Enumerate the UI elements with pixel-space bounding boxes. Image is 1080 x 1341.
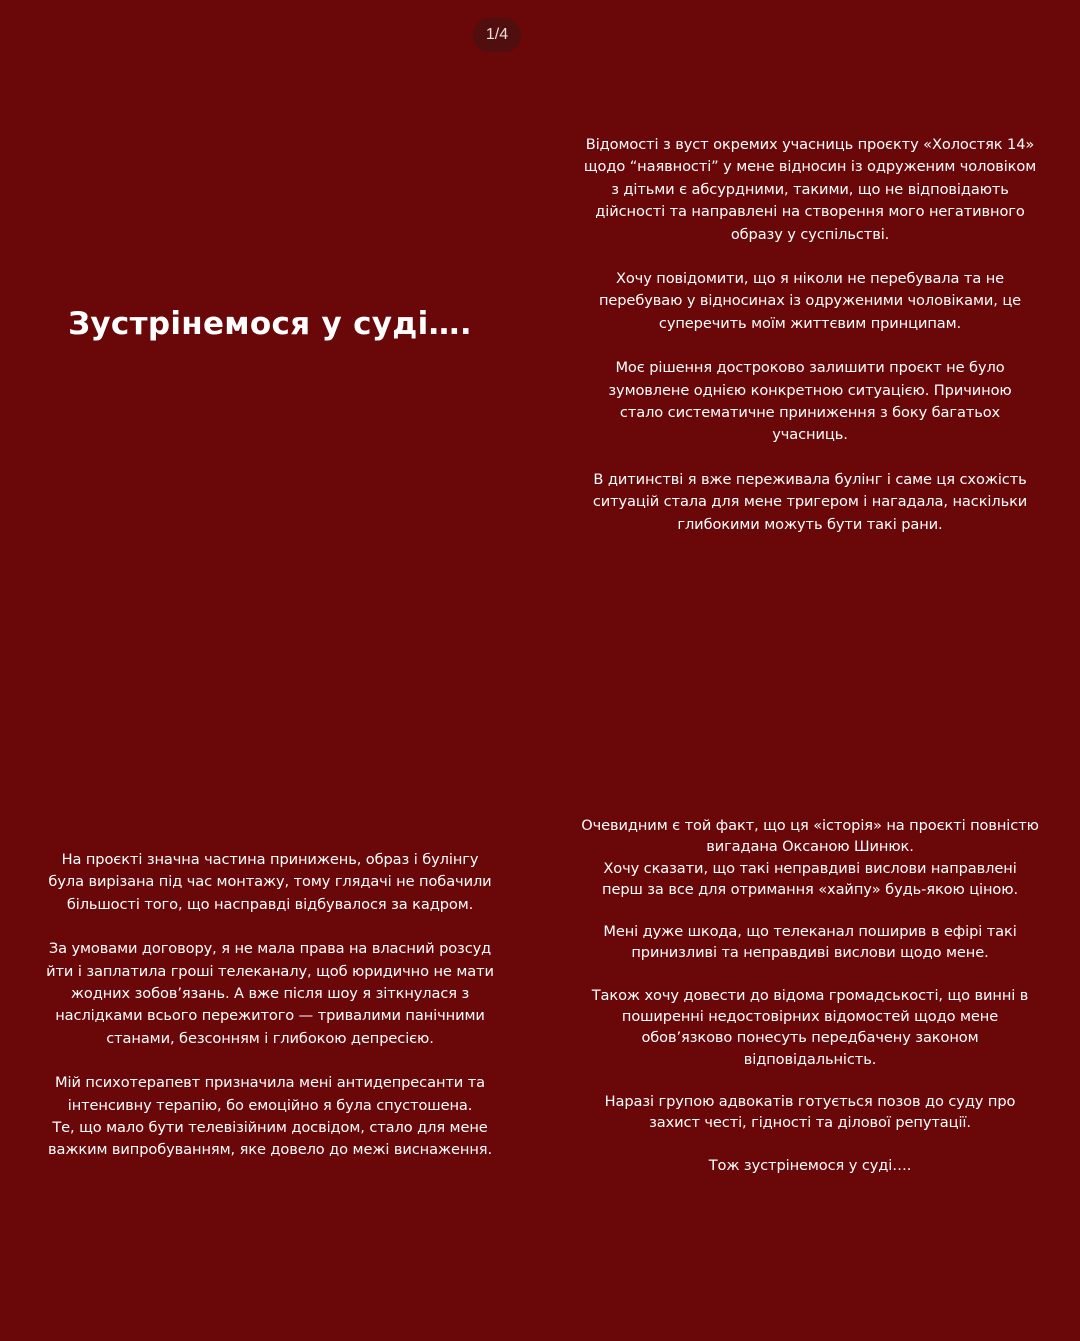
text-line: станами, безсонням і глибокою депресією. — [106, 1029, 434, 1047]
paragraph — [560, 985, 1060, 1070]
text-line: більшості того, що насправді відбувалося за кадром. — [66, 895, 474, 913]
text-line: стало систематичне приниження з боку багатьох — [619, 404, 1001, 422]
text-line: Хочу повідомити, що я ніколи не перебувала та не — [615, 270, 1005, 288]
text-line: наслідками всього пережитого — тривалими панічними — [55, 1007, 485, 1025]
paragraph — [560, 357, 1060, 447]
paragraph — [20, 938, 520, 1050]
text-line: перш за все для отримання «хайпу» будь-якою ціною. — [602, 880, 1018, 898]
text-line: йти і заплатила гроші телеканалу, щоб юридично не мати — [46, 962, 494, 980]
text-line: Моє рішення достроково залишити проєкт не було — [615, 359, 1005, 377]
text-line: була вирізана під час монтажу, тому глядачі не побачили — [48, 873, 492, 891]
paragraph — [20, 849, 520, 916]
text-line: образу у суспільстві. — [730, 225, 890, 243]
text-line: Очевидним є той факт, що ця «історія» на проєкті повністю — [581, 817, 1039, 834]
text-line: перебуваю у відносинах із одруженими чоловіками, це — [598, 292, 1022, 310]
text-line: з дітьми є абсурдними, такими, що не відповідають — [611, 180, 1009, 198]
text-line: інтенсивну терапію, бо емоційно я була спустошена. — [67, 1096, 473, 1114]
text-line: принизливі та неправдиві вислови щодо мене. — [631, 944, 989, 962]
page-counter: 1/4 — [473, 18, 521, 52]
text-line: вигадана Оксаною Шинюк. — [706, 838, 914, 856]
paragraph — [560, 134, 1060, 246]
text-line: зумовлене однією конкретною ситуацією. Причиною — [608, 381, 1012, 399]
text-line: щодо “наявності” у мене відносин із одруженим чоловіком — [583, 158, 1037, 176]
text-line: Мені дуже шкода, що телеканал поширив в ефірі такі — [603, 923, 1017, 941]
text-line: жодних зобов’язань. А вже після шоу я зіткнулася з — [70, 985, 470, 1003]
paragraph — [560, 1091, 1060, 1134]
text-line: Хочу сказати, що такі неправдиві вислови направлені — [603, 859, 1017, 877]
text-line: ситуацій стала для мене тригером і нагадала, наскільки — [592, 493, 1028, 511]
panel-headline — [0, 0, 540, 670]
text-line: На проєкті значна частина принижень, образ і булінгу — [61, 851, 479, 868]
text-line: відповідальність. — [743, 1050, 877, 1068]
text-line: суперечить моїм життєвим принципам. — [658, 314, 962, 332]
statement-text-3 — [560, 815, 1060, 1176]
text-line: дійсності та направлені на створення мого негативного — [595, 203, 1025, 221]
paragraph — [560, 469, 1060, 536]
text-line: глибокими можуть бути такі рани. — [677, 515, 943, 533]
statement-text-1 — [560, 134, 1060, 536]
text-line: поширенні недостовірних відомостей щодо мене — [621, 1008, 999, 1026]
text-line: Наразі групою адвокатів готується позов до суду про — [604, 1092, 1016, 1110]
text-line: Тож зустрінемося у суді…. — [708, 1156, 912, 1174]
paragraph — [560, 1155, 1060, 1176]
paragraph — [560, 268, 1060, 335]
headline: Зустрінемося у суді…. — [68, 306, 472, 342]
paragraph — [560, 815, 1060, 900]
text-line: обов’язково понесуть передбачену законом — [641, 1029, 979, 1047]
text-line: Відомості з вуст окремих учасниць проєкту «Холостяк 14» — [585, 136, 1035, 153]
text-line: За умовами договору, я не мала права на власний розсуд — [48, 940, 492, 958]
text-line: Також хочу довести до відома громадськості, що винні в — [591, 986, 1029, 1004]
text-line: важким випробуванням, яке довело до межі виснаження. — [47, 1141, 492, 1159]
paragraph — [560, 921, 1060, 964]
text-line: Те, що мало бути телевізійним досвідом, стало для мене — [52, 1119, 488, 1137]
statement-text-2 — [20, 849, 520, 1162]
paragraph — [20, 1072, 520, 1162]
text-line: учасниць. — [772, 426, 848, 444]
text-line: В дитинстві я вже переживала булінг і саме ця схожість — [593, 470, 1027, 488]
text-line: захист честі, гідності та ділової репутації. — [649, 1114, 971, 1132]
text-line: Мій психотерапевт призначила мені антидепресанти та — [55, 1074, 485, 1092]
